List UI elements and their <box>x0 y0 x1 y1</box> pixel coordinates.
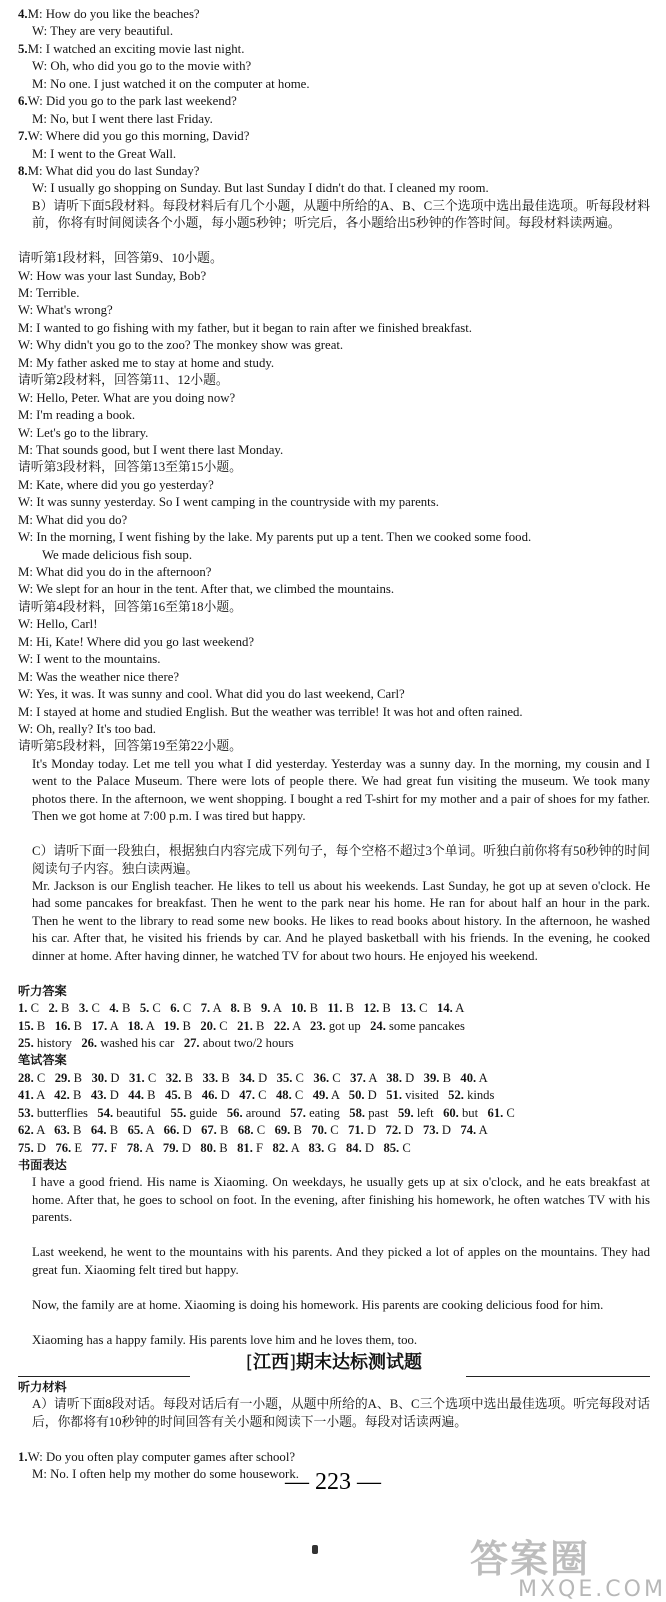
script-line <box>18 1449 650 1466</box>
material-heading: 请听第1段材料，回答第9、10小题。 <box>18 251 223 266</box>
answer-line: 25. history 26. washed his car 27. about two/2 hours <box>18 1035 294 1050</box>
dialog-line: M: I'm reading a book. <box>18 408 136 423</box>
script-text: W: They are very beautiful. <box>32 24 174 39</box>
answer-line: 15. B 16. B 17. A 18. A 19. B 20. C 21. B 22. A 23. got up 24. some pancakes <box>18 1018 465 1033</box>
question-number: 5. <box>18 41 28 56</box>
question-number: 6. <box>18 94 28 109</box>
dialog-line: M: That sounds good, but I went there last Monday. <box>18 442 284 457</box>
dialog-line: W: How was your last Sunday, Bob? <box>18 268 207 283</box>
monologue-passage: It's Monday today. Let me tell you what I did yesterday. Yesterday was a sunny day. In the morning, my cousin and I went to the Palace Museum. There were lots of people there. We had great fun visiting the museum. We took many photos there. In the afternoon, we went shopping. I bought a red T-shirt for my mother and a pair of shoes for my father. Then we got home at 7:00 p.m. I was tired but happy. <box>32 756 650 824</box>
section-c-instruction: C）请听下面一段独白，根据独白内容完成下列句子，每个空格不超过3个单词。听独白前你将有50秒钟的时间阅读句子内容。独白读两遍。 <box>32 844 650 876</box>
script-line <box>18 6 650 23</box>
script-text: M: How do you like the beaches? <box>27 7 200 21</box>
title-bracket-right: ] <box>289 1351 297 1373</box>
dialog-line: M: What did you do in the afternoon? <box>18 565 212 580</box>
material-heading: 请听第5段材料，回答第19至第22小题。 <box>18 739 242 754</box>
watermark-url: MXQE.COM <box>518 1577 666 1602</box>
dialog-line: M: Terrible. <box>18 286 80 301</box>
script-line <box>18 41 650 58</box>
script-line <box>18 146 650 163</box>
title-rule-right <box>466 1376 650 1377</box>
script-text: W: Oh, who did you go to the movie with? <box>32 59 252 74</box>
title-region: 江西 <box>253 1351 289 1373</box>
script-text: M: No one. I just watched it on the computer at home. <box>32 76 310 91</box>
dialog-line: W: Hello, Carl! <box>18 617 98 632</box>
page-number: — 223 — <box>285 1469 381 1495</box>
script-line <box>18 111 650 128</box>
answer-line: 41. A 42. B 43. D 44. B 45. B 46. D 47. C 48. C 49. A 50. D 51. visited 52. kinds <box>18 1088 495 1103</box>
writing-paragraph: Last weekend, he went to the mountains with his parents. And they picked a lot of apples on the mountains. They had great fun. Xiaoming felt tired but happy. <box>32 1245 650 1277</box>
dialog-line: M: I stayed at home and studied English. But the weather was terrible! It was hot and often rained. <box>18 704 523 719</box>
material-heading: 请听第2段材料，回答第11、12小题。 <box>18 373 229 388</box>
dialog-line: W: In the morning, I went fishing by the lake. My parents put up a tent. Then we cooked some food. <box>18 530 532 545</box>
writing-paragraph: I have a good friend. His name is Xiaoming. On weekdays, he usually gets up at six o'clock, and he eats breakfast at home. After that, he goes to school on foot. In the evening, after finishing his homework, he often watches TV with his parents. <box>32 1175 650 1225</box>
exam-title <box>242 1351 426 1375</box>
script-line <box>18 93 650 110</box>
written-answers-heading: 笔试答案 <box>18 1053 67 1068</box>
dialog-line: W: Why didn't you go to the zoo? The monkey show was great. <box>18 338 344 353</box>
answer-line: 53. butterflies 54. beautiful 55. guide 56. around 57. eating 58. past 59. left 60. but 61. C <box>18 1105 515 1120</box>
writing-paragraph: Xiaoming has a happy family. His parents love him and he loves them, too. <box>32 1332 418 1347</box>
watermark-text: 答案圈 <box>470 1537 591 1581</box>
script-text: M: No, but I went there last Friday. <box>32 111 213 126</box>
writing-sample <box>18 1174 650 1348</box>
dialog-line: M: I wanted to go fishing with my father, but it began to rain after we finished breakfast. <box>18 320 473 335</box>
listening-answers-heading: 听力答案 <box>18 983 67 998</box>
exam-title-block <box>18 1349 650 1379</box>
title-text: 期末达标测试题 <box>296 1351 423 1373</box>
question-number: 8. <box>18 163 28 178</box>
dialog-line: W: Yes, it was. It was sunny and cool. What did you do last weekend, Carl? <box>18 687 405 702</box>
dialog-line: W: We slept for an hour in the tent. After that, we climbed the mountains. <box>18 582 395 597</box>
script-text: M: No. I often help my mother do some housework. <box>32 1467 299 1482</box>
dialog-line: M: My father asked me to stay at home and study. <box>18 355 275 370</box>
answer-line: 75. D 76. E 77. F 78. A 79. D 80. B 81. F 82. A 83. G 84. D 85. C <box>18 1140 411 1155</box>
scan-mark <box>312 1545 318 1554</box>
section-c-passage: Mr. Jackson is our English teacher. He likes to tell us about his weekends. Last Sunday, he got up at seven o'clock. He had some pancakes for breakfast. Then he went to the park near his home. He ran for about half an hour in the park. Then he went to the library to read some new books. He likes to read books about history. In the afternoon, he washed his car. After that, he visited his friends by car. And he played basketball with his friends. In the evening, he cooked dinner at home. After having dinner, he watched TV for about two hours. He enjoyed his weekend. <box>32 878 650 963</box>
writing-heading: 书面表达 <box>18 1158 67 1173</box>
title-rule-left <box>18 1376 190 1377</box>
dialog-line: M: Kate, where did you go yesterday? <box>18 477 214 492</box>
script-line <box>18 163 650 180</box>
dialog-line: W: What's wrong? <box>18 303 113 318</box>
written-answers <box>18 1070 650 1157</box>
question-number: 1. <box>18 1449 28 1464</box>
title-bracket-left: [ <box>245 1351 253 1373</box>
listening-material-heading: 听力材料 <box>18 1379 67 1394</box>
answer-line: 1. C 2. B 3. C 4. B 5. C 6. C 7. A 8. B 9. A 10. B 11. B 12. B 13. C 14. A <box>18 1001 465 1016</box>
dialog-line: W: Oh, really? It's too bad. <box>18 721 156 736</box>
script-text: M: I went to the Great Wall. <box>32 146 177 161</box>
script-text: W: Did you go to the park last weekend? <box>27 94 237 109</box>
script-text: W: Where did you go this morning, David? <box>27 129 250 144</box>
watermark-logo <box>470 1528 666 1602</box>
question-number: 4. <box>18 7 28 21</box>
dialog-line: W: Let's go to the library. <box>18 425 149 440</box>
script-line <box>18 128 650 145</box>
answer-line: 62. A 63. B 64. B 65. A 66. D 67. B 68. C 69. B 70. C 71. D 72. D 73. D 74. A <box>18 1123 488 1138</box>
section-a-instruction: A）请听下面8段对话。每段对话后有一小题，从题中所给的A、B、C三个选项中选出最佳选项。听完每段对话后，你都将有10秒钟的时间回答有关小题和阅读下一小题。每段对话读两遍。 <box>32 1397 650 1429</box>
section-b-instruction: B）请听下面5段材料。每段材料后有几个小题，从题中所给的A、B、C三个选项中选出最佳选项。听每段材料前，你将有时间阅读各个小题，每小题5秒钟；听完后，各小题给出5秒钟的作答时间。每段材料读两遍。 <box>32 198 650 231</box>
script-text: M: I watched an exciting movie last night. <box>27 41 245 56</box>
listening-answers <box>18 1000 650 1052</box>
dialog-line: We made delicious fish soup. <box>42 547 193 562</box>
script-text: W: I usually go shopping on Sunday. But last Sunday I didn't do that. I cleaned my room. <box>32 181 489 196</box>
document-page <box>18 6 650 1484</box>
dialog-line: M: Hi, Kate! Where did you go last weekend? <box>18 634 255 649</box>
answer-line: 28. C 29. B 30. D 31. C 32. B 33. B 34. D 35. C 36. C 37. A 38. D 39. B 40. A <box>18 1070 488 1085</box>
material-heading: 请听第3段材料，回答第13至第15小题。 <box>18 460 242 475</box>
material-heading: 请听第4段材料，回答第16至第18小题。 <box>18 599 242 614</box>
question-number: 7. <box>18 129 28 144</box>
dialog-line: W: It was sunny yesterday. So I went camping in the countryside with my parents. <box>18 495 439 510</box>
script-text: W: Do you often play computer games after school? <box>27 1449 296 1464</box>
dialog-line: M: What did you do? <box>18 512 128 527</box>
dialog-line: W: I went to the mountains. <box>18 652 161 667</box>
writing-paragraph: Now, the family are at home. Xiaoming is doing his homework. His parents are cooking delicious food for him. <box>32 1297 604 1312</box>
script-line <box>18 180 650 197</box>
script-line <box>18 23 650 40</box>
listening-script-top <box>18 6 650 198</box>
script-line <box>18 76 650 93</box>
dialog-line: W: Hello, Peter. What are you doing now? <box>18 390 236 405</box>
script-line <box>18 58 650 75</box>
dialog-materials <box>18 250 650 756</box>
script-text: M: What did you do last Sunday? <box>27 163 200 178</box>
dialog-line: M: Was the weather nice there? <box>18 669 180 684</box>
